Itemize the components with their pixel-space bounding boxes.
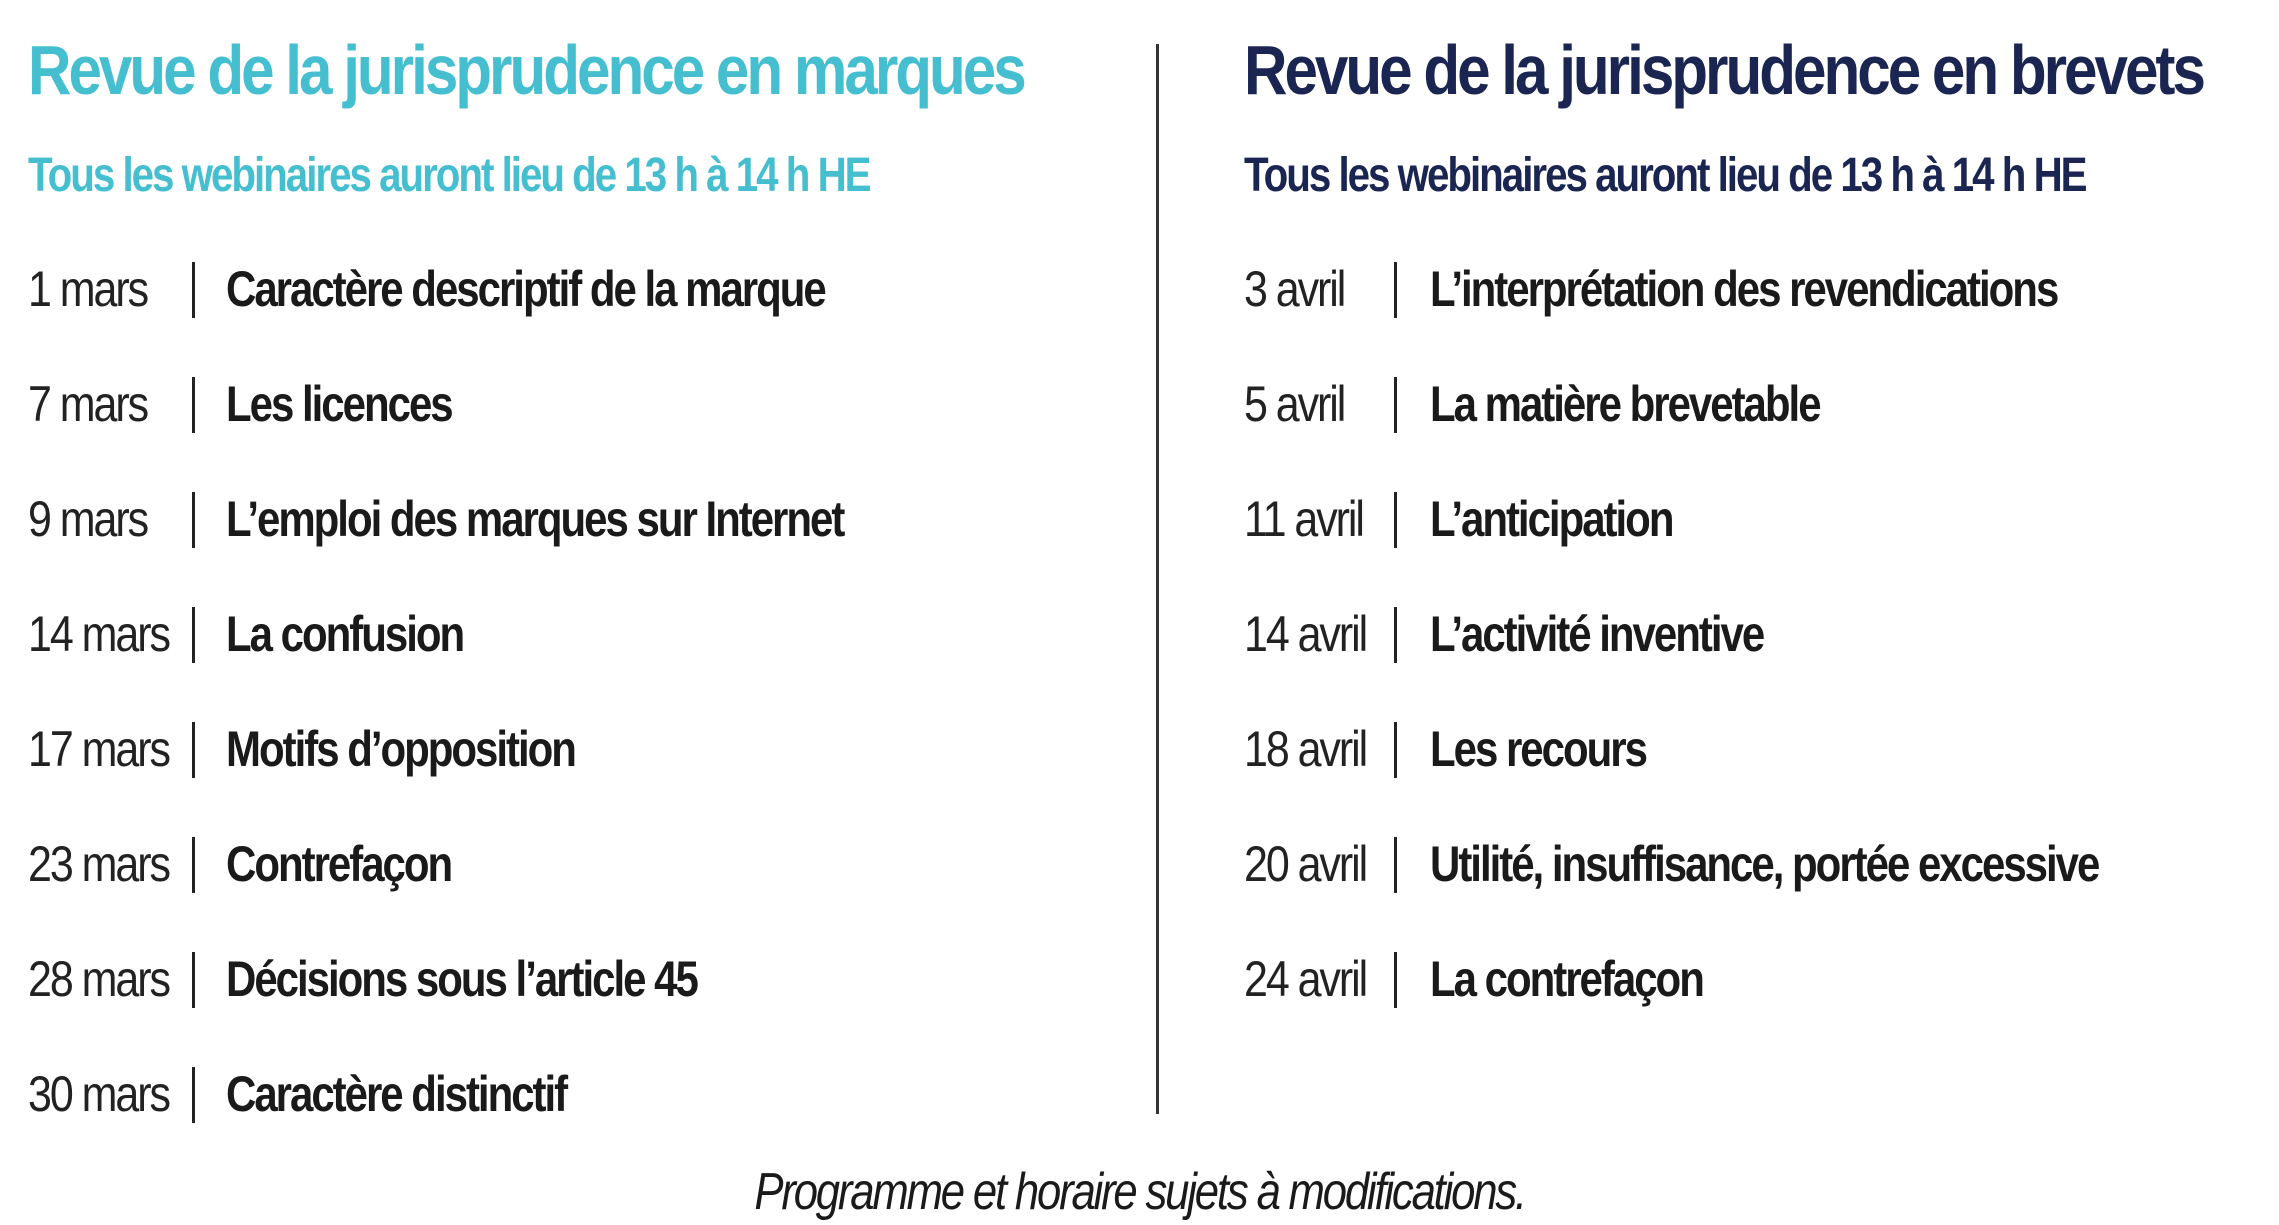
- session-topic: La contrefaçon: [1430, 951, 1703, 1007]
- session-topic: Caractère distinctif: [226, 1066, 567, 1122]
- separator-bar: [1394, 492, 1397, 548]
- session-date: 30 mars: [28, 1066, 169, 1122]
- session-topic: Contrefaçon: [226, 836, 452, 892]
- separator-bar: [1394, 262, 1397, 318]
- session-topic: Les recours: [1430, 721, 1646, 777]
- separator-bar: [192, 377, 195, 433]
- session-date: 11 avril: [1244, 491, 1363, 547]
- patents-title: Revue de la jurisprudence en brevets: [1244, 31, 2203, 109]
- session-date: 9 mars: [28, 491, 148, 547]
- session-date: 7 mars: [28, 376, 148, 432]
- trademarks-session-list: [28, 252, 1138, 1172]
- session-date: 20 avril: [1244, 836, 1367, 892]
- session-topic: La confusion: [226, 606, 464, 662]
- session-row: [28, 1057, 1138, 1172]
- schedule-disclaimer: [0, 1160, 2279, 1224]
- separator-bar: [1394, 377, 1397, 433]
- column-divider: [1156, 44, 1159, 1114]
- separator-bar: [1394, 837, 1397, 893]
- session-row: [1244, 597, 2274, 712]
- trademarks-title: Revue de la jurisprudence en marques: [28, 31, 1024, 109]
- session-topic: Utilité, insuffisance, portée excessive: [1430, 836, 2099, 892]
- session-topic: Motifs d’opposition: [226, 721, 575, 777]
- separator-bar: [1394, 607, 1397, 663]
- session-topic: Caractère descriptif de la marque: [226, 261, 825, 317]
- session-row: [28, 252, 1138, 367]
- session-row: [1244, 482, 2274, 597]
- session-date: 18 avril: [1244, 721, 1367, 777]
- separator-bar: [192, 722, 195, 778]
- session-topic: L’activité inventive: [1430, 606, 1764, 662]
- trademarks-subtitle: Tous les webinaires auront lieu de 13 h à 14 h HE: [28, 149, 870, 202]
- patents-session-list: [1244, 252, 2274, 1057]
- session-date: 23 mars: [28, 836, 169, 892]
- session-row: [28, 367, 1138, 482]
- session-date: 5 avril: [1244, 376, 1345, 432]
- session-row: [1244, 252, 2274, 367]
- session-row: [28, 942, 1138, 1057]
- session-date: 3 avril: [1244, 261, 1345, 317]
- session-topic: L’anticipation: [1430, 491, 1673, 547]
- session-row: [28, 482, 1138, 597]
- session-row: [1244, 367, 2274, 482]
- session-topic: L’emploi des marques sur Internet: [226, 491, 844, 547]
- session-row: [28, 827, 1138, 942]
- separator-bar: [192, 837, 195, 893]
- separator-bar: [192, 492, 195, 548]
- session-date: 28 mars: [28, 951, 169, 1007]
- session-date: 14 avril: [1244, 606, 1367, 662]
- separator-bar: [192, 1067, 195, 1123]
- session-topic: Décisions sous l’article 45: [226, 951, 697, 1007]
- session-date: 14 mars: [28, 606, 169, 662]
- session-topic: Les licences: [226, 376, 452, 432]
- session-date: 24 avril: [1244, 951, 1367, 1007]
- patents-subtitle: Tous les webinaires auront lieu de 13 h à 14 h HE: [1244, 149, 2086, 202]
- session-row: [1244, 827, 2274, 942]
- session-row: [28, 712, 1138, 827]
- separator-bar: [192, 262, 195, 318]
- session-row: [28, 597, 1138, 712]
- separator-bar: [1394, 952, 1397, 1008]
- separator-bar: [192, 607, 195, 663]
- separator-bar: [1394, 722, 1397, 778]
- session-row: [1244, 712, 2274, 827]
- session-date: 1 mars: [28, 261, 148, 317]
- session-row: [1244, 942, 2274, 1057]
- session-topic: La matière brevetable: [1430, 376, 1820, 432]
- separator-bar: [192, 952, 195, 1008]
- session-date: 17 mars: [28, 721, 169, 777]
- disclaimer-text: Programme et horaire sujets à modifications.: [754, 1163, 1525, 1221]
- session-topic: L’interprétation des revendications: [1430, 261, 2058, 317]
